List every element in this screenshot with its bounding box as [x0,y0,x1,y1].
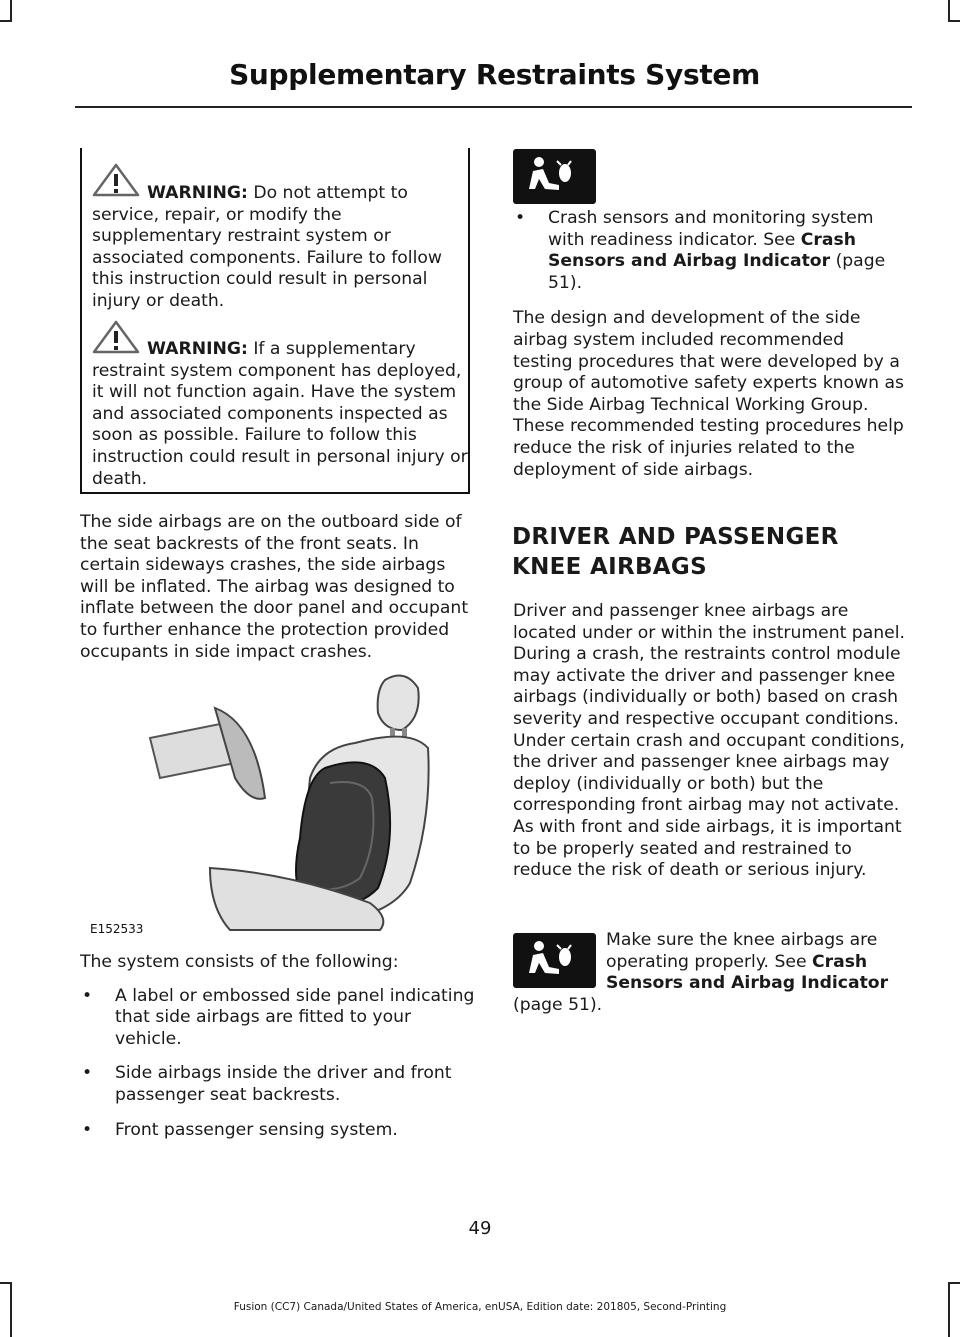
heading-line: KNEE AIRBAGS [512,554,707,580]
list-item [80,1063,475,1106]
knee-airbag-paragraph: Driver and passenger knee airbags are located under or within the instrument panel. During a crash, the restraints control module may activate the driver and passenger knee airbags (individually or both) based on crash severity and respective occupant conditions. Under certain crash and occupant conditions, the driver and passenger knee airbags may deploy (individually or both) but the corresponding front airbag may not activate. As with front and side airbags, it is important to be properly seated and restrained to reduce the risk of death or serious injury. [513,601,905,881]
list-item-text: A label or embossed side panel indicating that side airbags are fitted to your vehicle. [115,985,475,1049]
cross-reference-link[interactable]: Crash Sensors and Airbag Indicator [606,951,889,994]
section-heading [512,522,912,582]
bullet-icon: • [82,1119,93,1140]
edition-footer: Fusion (CC7) Canada/United States of America, enUSA, Edition date: 201805, Second-Printing [233,1301,727,1313]
list-item [80,1120,475,1142]
knee-page-reference [513,995,713,1017]
left-system [80,952,475,1154]
airbag-warning-icon [513,933,596,988]
crop-mark [0,20,12,22]
right-column [513,208,908,496]
warning-1 [92,183,468,313]
warning-label: WARNING: [147,339,248,359]
system-list [80,986,475,1142]
airbag-warning-icon [513,149,596,204]
page-number: 49 [468,1218,492,1239]
page-reference: (page 51). [548,251,886,293]
crop-mark [948,20,960,22]
warning-2 [92,339,468,490]
bullet-icon: • [515,208,526,228]
list-item [513,208,908,294]
figure-id: E152533 [90,922,144,936]
side-airbag-paragraph: The side airbags are on the outboard side of the seat backrests of the front seats. In certain sideways crashes, the side airbags will be inflated. The airbag was designed to inflate between the door panel and occupant to further enhance the protection provided occupants in side impact crashes. [80,512,469,662]
header-divider [75,106,912,108]
crop-mark [948,0,950,22]
heading-line: DRIVER AND PASSENGER [512,524,839,550]
knee-airbag-section [513,601,908,897]
system-intro: The system consists of the following: [80,952,399,972]
warning-label: WARNING: [147,183,248,203]
list-item [80,986,475,1051]
list-item-text: Front passenger sensing system. [115,1119,398,1140]
warning-text: Do not attempt to service, repair, or modify the supplementary restraint system or associated components. Failure to follow this instruction could result in personal injury or death. [92,183,442,311]
page-title: Supplementary Restraints System [229,58,760,91]
warning-text: If a supplementary restraint system component has deployed, it will not function again. Have the system and associated components inspected as soon as possible. Failure to follow this instruction could result in personal injury or death. [92,339,468,489]
crop-mark [10,0,12,22]
list-item-text: Crash sensors and monitoring system with readiness indicator. See [548,208,874,250]
sensor-list [513,208,908,294]
crop-mark [0,1282,12,1284]
side-airbag-design-paragraph: The design and development of the side airbag system included recommended testing procedures that were developed by a group of automotive safety experts known as the Side Airbag Technical Working Group. These recommended testing procedures help reduce the risk of injuries related to the deployment of side airbags. [513,308,904,480]
crop-mark [948,1282,960,1284]
knee-check-text: Make sure the knee airbags are operating properly. See [606,930,878,972]
left-intro [80,512,475,678]
bullet-icon: • [82,1063,93,1084]
page-reference: (page 51). [513,995,603,1015]
side-airbag-seat-illustration [140,668,475,938]
cross-reference-link[interactable]: Crash Sensors and Airbag Indicator [548,229,856,272]
bullet-icon: • [82,985,93,1006]
list-item-text: Side airbags inside the driver and front passenger seat backrests. [115,1063,452,1105]
knee-airbag-check [606,930,908,995]
